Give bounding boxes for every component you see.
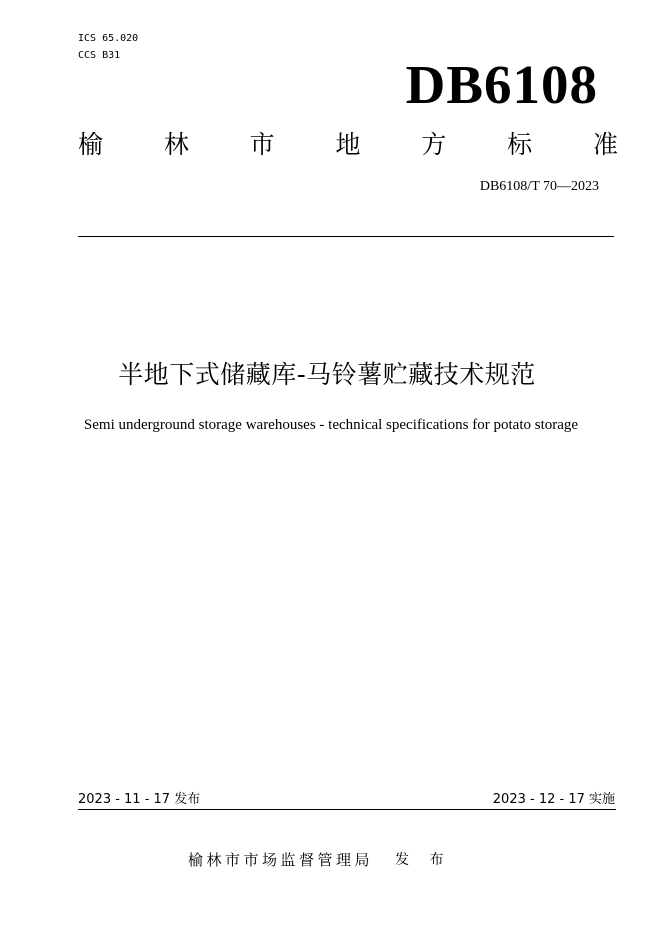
header-divider <box>78 236 614 237</box>
standard-number: DB6108/T 70—2023 <box>479 179 599 194</box>
issuer-action: 发 布 <box>395 852 452 868</box>
standard-type-char: 标 <box>507 130 533 159</box>
ccs-code: CCS B31 <box>78 50 121 61</box>
issuer-line <box>188 850 451 870</box>
standard-type-char: 榆 <box>78 130 104 159</box>
document-title-chinese: 半地下式储藏库-马铃薯贮藏技术规范 <box>118 360 536 389</box>
footer-divider <box>78 809 616 810</box>
standard-type-char: 方 <box>421 130 447 159</box>
standard-type-char: 林 <box>163 130 189 159</box>
implementation-date: 2023 - 12 - 17 实施 <box>492 792 615 807</box>
ics-code: ICS 65.020 <box>78 33 139 44</box>
standard-type-char: 市 <box>249 130 275 159</box>
standard-type-heading <box>78 129 618 161</box>
standard-code-heading: DB6108 <box>405 54 598 115</box>
issuer-name: 榆林市市场监督管理局 <box>188 851 374 869</box>
document-title-english: Semi underground storage warehouses - technical specifications for potato storage <box>83 417 579 433</box>
standard-type-char: 准 <box>592 130 618 159</box>
standard-type-char: 地 <box>335 130 361 159</box>
publish-date: 2023 - 11 - 17 发布 <box>78 792 201 807</box>
